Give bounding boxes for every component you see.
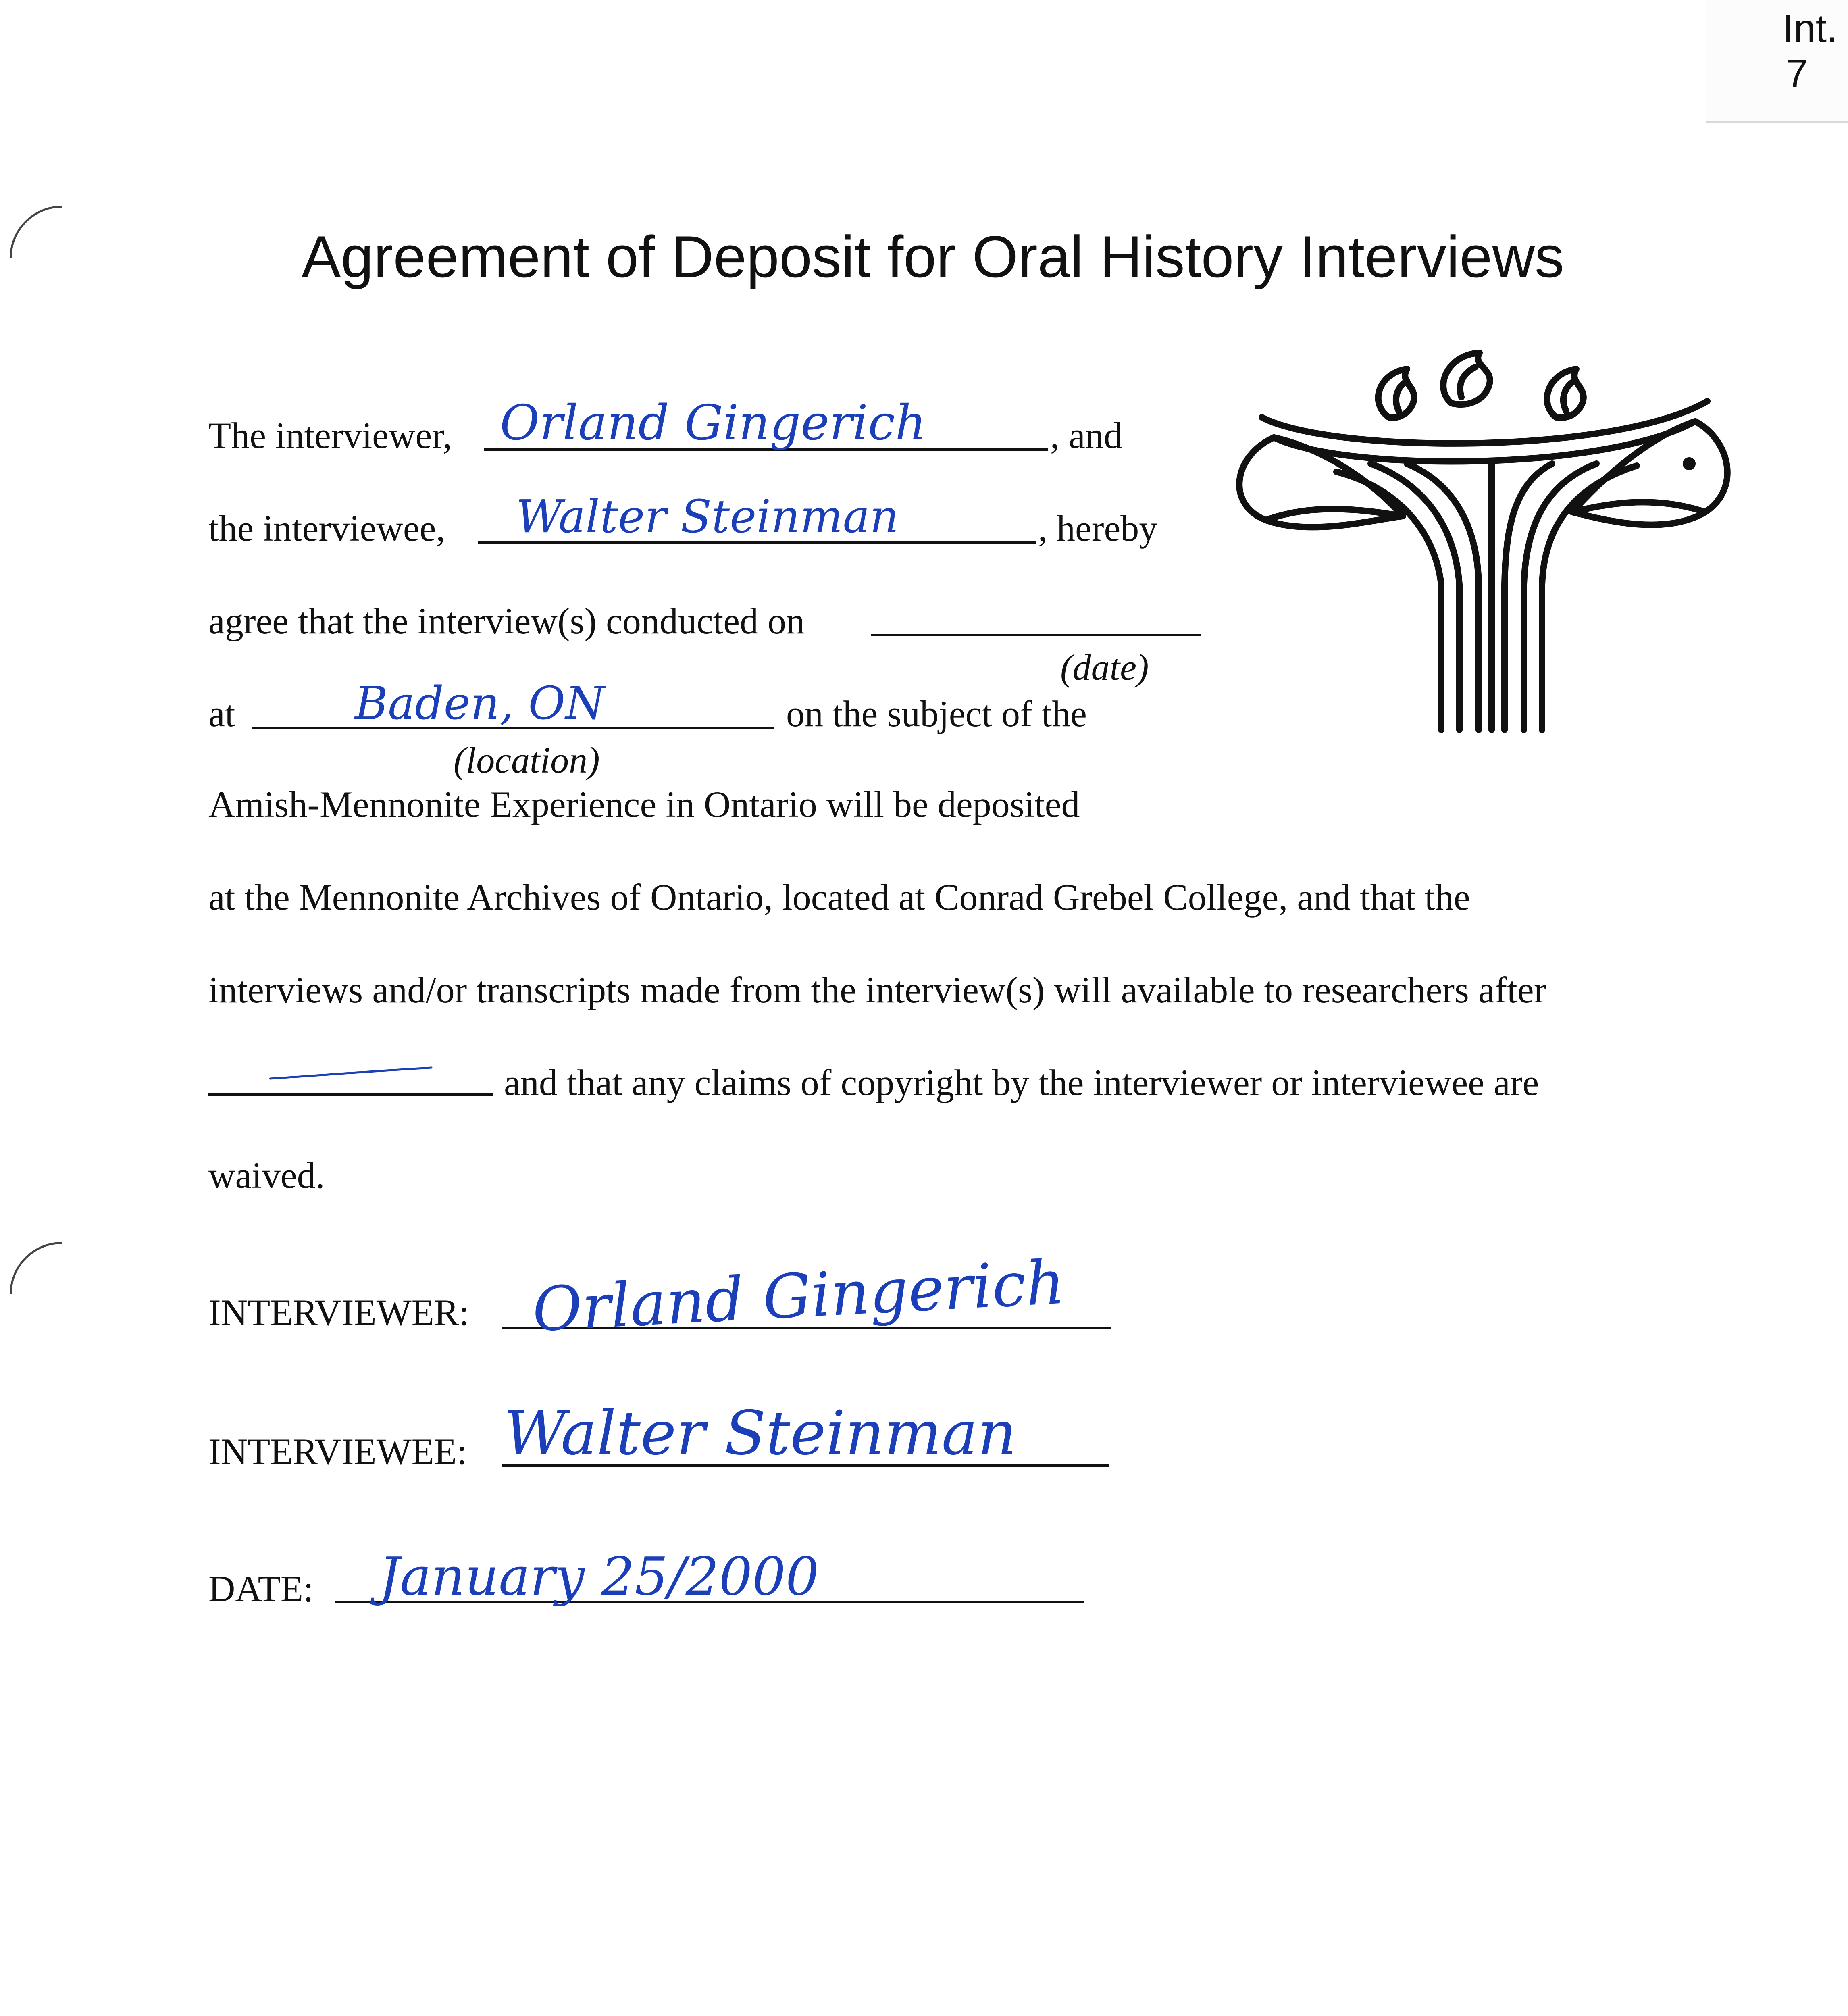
punch-hole-middle	[10, 1242, 62, 1294]
date-label: DATE:	[208, 1568, 314, 1609]
release-after-dash	[266, 1060, 435, 1085]
interviewee-name-handwritten: Walter Steinman	[516, 491, 899, 543]
archive-tag-line2: 7	[1786, 51, 1808, 96]
release-after-line	[208, 1093, 493, 1096]
interviewee-line-suffix: , hereby	[1038, 508, 1158, 549]
paragraph-line-6: at the Mennonite Archives of Ontario, located at Conrad Grebel College, and that the	[208, 877, 1470, 918]
interviewee-signature-label: INTERVIEWEE:	[208, 1431, 467, 1472]
location-line-prefix: at	[208, 693, 235, 734]
interviewee-signature: Walter Steinman	[504, 1398, 1017, 1468]
paragraph-line-8: and that any claims of copyright by the interviewer or interviewee are	[504, 1062, 1539, 1103]
location-line-suffix: on the subject of the	[786, 693, 1087, 734]
page-title: Agreement of Deposit for Oral History Interviews	[302, 224, 1565, 289]
conducted-on-text: agree that the interview(s) conducted on	[208, 600, 805, 641]
paragraph-line-5: Amish-Mennonite Experience in Ontario will be deposited	[208, 784, 1080, 825]
archive-tag-text	[1783, 6, 1838, 96]
interviewer-line-prefix: The interviewer,	[208, 415, 452, 456]
interviewer-signature: Orland Gingerich	[531, 1247, 1067, 1345]
interviewee-line-prefix: the interviewee,	[208, 508, 445, 549]
mennonite-flame-tree-logo-icon	[1209, 343, 1758, 738]
date-caption: (date)	[1060, 647, 1149, 688]
punch-hole-top	[10, 206, 62, 258]
paragraph-line-7: interviews and/or transcripts made from the interview(s) will available to researchers after	[208, 969, 1546, 1010]
location-handwritten: Baden, ON	[355, 677, 605, 730]
interview-date-line	[871, 634, 1201, 636]
paragraph-line-9: waived.	[208, 1155, 325, 1196]
interviewer-signature-label: INTERVIEWER:	[208, 1292, 469, 1333]
archive-tag-line1: Int.	[1783, 6, 1838, 50]
location-caption: (location)	[454, 739, 600, 781]
interviewer-name-handwritten: Orland Gingerich	[500, 395, 926, 451]
archive-tag	[1706, 0, 1848, 123]
interviewer-line-suffix: , and	[1050, 415, 1122, 456]
signed-date-handwritten: January 25/2000	[379, 1546, 819, 1607]
